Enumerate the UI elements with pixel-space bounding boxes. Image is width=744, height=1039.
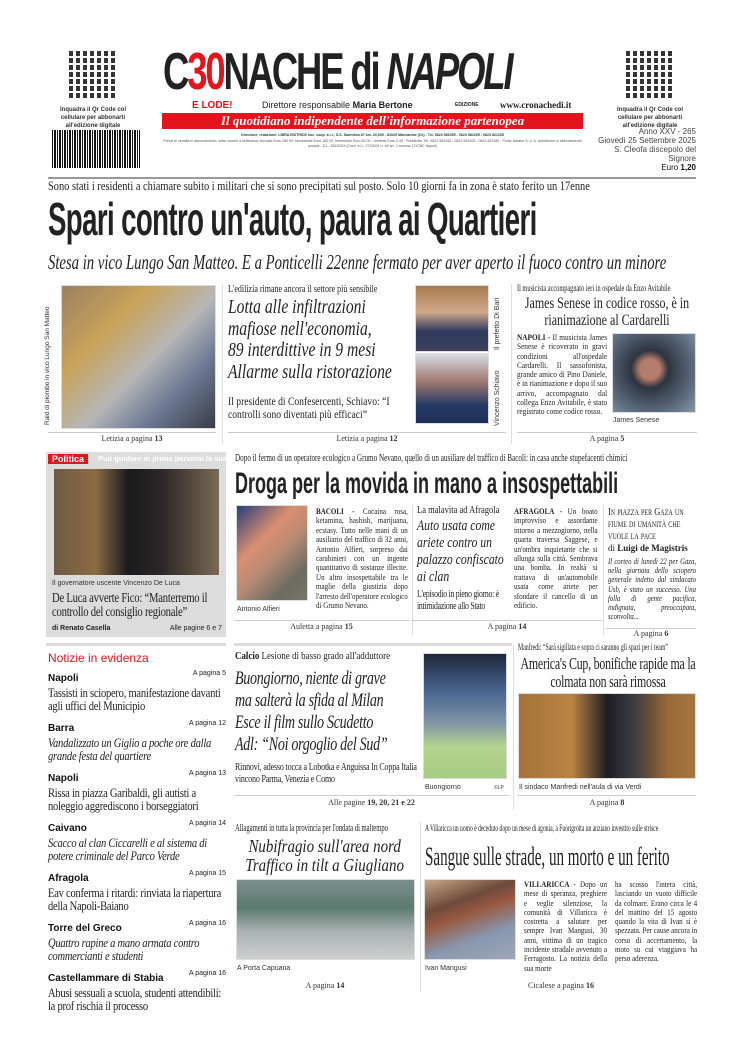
lead-kicker: Sono stati i residenti a chiamare subito i militari che si sono precipitati sul posto. Solo 10 giorni fa in zona è stato ferito un 17enne (48, 178, 590, 193)
notizia-title: Eav conferma i ritardi: rinviata la riapertura della Napoli-Baiano (48, 885, 222, 913)
director-line: Direttore responsabile Maria Bertone (262, 100, 413, 110)
buongiorno-caption: Buongiorno (425, 784, 461, 791)
mangusi-photo[interactable] (424, 879, 516, 960)
prefetto-caption: Il prefetto Di Bari (494, 297, 501, 350)
gaza-byline: di Luigi de Magistris (608, 543, 688, 553)
qr-caption: Inquadra il Qr Code col cellulare per abbonarti all'edizione digitale (59, 107, 126, 129)
senese-photo[interactable] (612, 333, 696, 413)
qr-caption: Inquadra il Qr Code col cellulare per abbonarti all'edizione digitale (616, 107, 683, 129)
americas-ref[interactable]: A pagina 8 (589, 798, 625, 807)
gaza-body: Il corteo di lunedì 22 per Gaza, nella giornata dello sciopero generale indetto dal sindacato Usb, è stato un successo. Una folla di gente pacifica, indignata, preoccupata, sconvolta... (608, 557, 696, 622)
mangusi-caption: Ivan Mangusi (425, 965, 467, 972)
sangue-body-col1: VILLARICCA - Dopo un mese di speranza, preghiere e veglie silenziose, la comunità di Villaricca è costretta a salutare per sempre Ivan Mangusi, 30 anni, vittima di un tragico incidente stradale avvenuto a Ferragosto. La notizia della sua morte (524, 879, 608, 973)
afragola-kicker: La malavita ad Afragola (417, 505, 500, 516)
americas-headline[interactable]: America's Cup, bonifiche rapide ma la colmata non sarà rimossa (520, 654, 696, 691)
notizia-title: Abusi sessuali a scuola, studenti attendibili: la prof rischia il processo (48, 985, 222, 1013)
notizia-title: Scacco al clan Ciccarelli e al sistema di potere criminale del Parco Verde (48, 835, 207, 863)
notizie-list (48, 668, 226, 1018)
gaza-column (608, 506, 698, 621)
senese-body: NAPOLI - Il musicista James Senese è ricoverato in gravi condizioni all'ospedale Cardarelli. Il sassofonista, grande amico di Pino Daniele, è in rianimazione e dopo il suo arrivo, accompagnato dal collega Enzo Avitabile, è stato registrato come codice rosso. (517, 332, 608, 417)
afragola-ref[interactable]: A pagina 14 (487, 622, 527, 631)
mafia-subhead: Il presidente di Confesercenti, Schiavo: “I controlli sono diventati più efficaci” (228, 394, 390, 421)
lead-subhead: Stesa in vico Lungo San Matteo. E a Ponticelli 22enne fermato per aver aperto il fuoco contro un minore (48, 250, 667, 274)
notizia-title: Rissa in piazza Garibaldi, gli autisti a noleggio aggrediscono i borseggiatori (48, 785, 199, 813)
alfieri-caption: Antonio Alfieri (237, 606, 280, 613)
notizie-title: Notizie in evidenza (48, 651, 149, 665)
notizia-place: Castellammare di Stabia (48, 973, 164, 984)
notizia-place: Torre del Greco (48, 923, 122, 934)
notizia-page: A pagina 15 (189, 870, 226, 877)
notizia-page: A pagina 12 (189, 720, 226, 727)
notizia-item[interactable] (48, 768, 226, 812)
politica-byline: di Renato Casella (52, 625, 111, 632)
droga-kicker: Dopo il fermo di un operatore ecologico a Grumo Nevano, quello di un ausiliare del traffico di Bacoli: in casa anche stupefacenti chimici (235, 452, 628, 464)
buongiorno-photo[interactable] (423, 653, 507, 779)
lead-photo[interactable] (61, 285, 216, 429)
notizia-page: A pagina 5 (192, 670, 226, 677)
politica-headline[interactable]: De Luca avverte Fico: “Manterremo il controllo del consiglio regionale” (52, 590, 208, 619)
notizia-item[interactable] (48, 818, 226, 862)
barcode (52, 130, 140, 168)
notizia-item[interactable] (48, 918, 226, 962)
afragola-headline[interactable]: Auto usata come ariete contro un palazzo confiscato ai clan (417, 518, 504, 585)
notizia-place: Barra (48, 723, 75, 734)
masthead-banner: Il quotidiano indipendente dell'informazione partenopea (162, 113, 583, 129)
qr-code-right[interactable] (605, 50, 695, 130)
notizia-title: Quattro rapine a mano armata contro commercianti e studenti (48, 935, 200, 963)
manfredi-caption: Il sindaco Manfredi nell'aula di via Verdi (519, 784, 642, 791)
notizia-place: Caivano (48, 823, 87, 834)
logo: C30NACHE di NAPOLI (163, 43, 512, 101)
droga-body: BACOLI - Cocaina rosa, ketamina, hashish, marijuana, ecstasy. Tutto nelle mani di un ausiliario del traffico di 32 anni, Antonio Alfieri, sorpreso dai carabinieri con un ingente quantitativo di sostanze illecite. Un altro insospettabile tra le maglie della giustizia dopo l'arresto dell'operatore ecologico di Grumo Nevano. (316, 506, 408, 611)
politica-ref[interactable]: Alle pagine 6 e 7 (169, 625, 222, 632)
gaza-ref[interactable]: A pagina 6 (633, 629, 669, 638)
sangue-body-col2: ha scosso l'intera città, lasciando un vuoto difficile da colmare. Erano circa le 4 del mattino del 15 agosto quando la vita di Ivan si è spezzata. Per cause ancora in corso di accertamento, la moto su cui viaggiava ha perso aderenza. (615, 879, 698, 964)
senese-headline[interactable]: James Senese in codice rosso, è in rianimazione al Cardarelli (524, 295, 690, 329)
afragola-body: AFRAGOLA - Un boato improvviso e assordante intorno a mezzogiorno, nella quarta traversa Saggese, e un'ombra inquietante che si allunga sulla città. Sembrava una bomba. In realtà si trattava di un'automobile usata come ariete per sfondare il cancello di un edificio. (514, 506, 598, 611)
notizia-place: Afragola (48, 873, 89, 884)
notizia-item[interactable] (48, 968, 226, 1012)
lead-photo-caption: Raid di piombo in vico Lungo San Matteo (44, 306, 51, 425)
notizia-title: Vandalizzato un Giglio a poche ore dalla grande festa del quartiere (48, 735, 212, 763)
senese-ref[interactable]: A pagina 5 (589, 434, 625, 443)
nubifragio-caption: A Porta Capuana (237, 965, 291, 972)
schiavo-caption: Vincenzo Schiavo (494, 370, 501, 426)
manfredi-photo[interactable] (518, 693, 696, 779)
notizia-item[interactable] (48, 668, 226, 712)
qr-code-icon (69, 50, 117, 98)
notizia-place: Napoli (48, 773, 79, 784)
qr-code-left[interactable] (48, 50, 138, 130)
calcio-ref[interactable]: Alle pagine 19, 20, 21 e 22 (328, 798, 415, 807)
notizia-page: A pagina 16 (189, 920, 226, 927)
notizia-item[interactable] (48, 868, 226, 912)
tagline-red: E LODE! (192, 100, 233, 111)
afragola-sub: L'episodio in pieno giorno: è intimidazione allo Stato (417, 589, 499, 612)
nubifragio-kicker: Allagamenti in tutta la provincia per l'ondata di maltempo (235, 823, 388, 834)
photo-credit: ©LP (494, 785, 504, 791)
alfieri-photo[interactable] (236, 505, 308, 601)
mafia-ref[interactable]: Letizia a pagina 12 (336, 434, 398, 443)
politica-footer (52, 625, 110, 632)
notizia-place: Napoli (48, 673, 79, 684)
notizia-item[interactable] (48, 718, 226, 762)
issue-info: Anno XXV - 265 Giovedì 25 Settembre 2025 S. Cleofa discepolo del Signore Euro 1,20 (598, 127, 696, 172)
notizia-page: A pagina 14 (189, 820, 226, 827)
imprint: Direzione, redazione: LIBRA EDITRICE soc. coop. a r.l., S.S. Sannitica 87 km. 20,600 - 81025 Marcianise (Ce) - Tel. 0823 581055 - 0823 581005 - 0823 821165 Prezzi di vendita in abbonamento: sette numeri a settimana: annuale Euro 280,00; semestrale Euro 150,00; trimestrale Euro 80,00 - Arretrati Euro 2,40 - Pubblicità: Tel. 0823 581055 - 0823 581005 - 0823 821165 - Poste Italiane S. p. A. spedizione in abbonamento postale - D.L. 353/2003 (Conv. in L. 27/02/04 n. 46 art. 1 comma 1 DCBC Napoli) (163, 133, 582, 148)
qr-code-icon (626, 50, 674, 98)
droga-headline[interactable]: Droga per la movida in mano a insospettabili (235, 467, 619, 500)
notizia-page: A pagina 16 (189, 970, 226, 977)
sangue-kicker: A Villaricca un uomo è deceduto dopo un mese di agonia, a Fuorigrotta un anziano investito sulle strisce (425, 823, 659, 833)
schiavo-photo[interactable] (415, 353, 489, 424)
senese-kicker: Il musicista accompagnato ieri in ospedale da Enzo Avitabile (517, 283, 671, 293)
mafia-kicker: L'edilizia rimane ancora il settore più sensibile (228, 284, 378, 295)
politica-tag-sub: Può guidare in prima persona la sua lista (98, 454, 245, 463)
nubifragio-ref[interactable]: A pagina 14 (305, 981, 345, 990)
calcio-headline[interactable]: Buongiorno, niente di grave ma salterà la sfida al Milan Esce il film sullo Scudetto Adl: “Noi orgoglio del Sud” (235, 668, 388, 755)
mafia-headline[interactable]: Lotta alle infiltrazioni mafiose nell'economia, 89 interdittive in 9 mesi Allarme sulla ristorazione (228, 296, 392, 383)
lead-ref[interactable]: Letizia a pagina 13 (101, 434, 163, 443)
nubifragio-photo[interactable] (236, 879, 415, 960)
edition-label: EDIZIONE (455, 102, 479, 108)
deluca-caption: Il governatore uscente Vincenzo De Luca (52, 580, 180, 587)
sangue-ref[interactable]: Cicalese a pagina 16 (528, 981, 594, 990)
notizia-page: A pagina 13 (189, 770, 226, 777)
lead-headline[interactable]: Spari contro un'auto, paura ai Quartieri (48, 193, 537, 245)
website-link[interactable]: www.cronachedi.it (500, 100, 572, 110)
deluca-photo[interactable] (53, 468, 220, 576)
politica-tag: Politica (48, 454, 88, 464)
notizia-title: Tassisti in sciopero, manifestazione davanti agli uffici del Municipio (48, 685, 221, 713)
gaza-headline[interactable]: In piazza per Gaza un fiume di umanità che vuole la pace (608, 506, 684, 542)
sangue-headline[interactable]: Sangue sulle strade, un morto e un ferito (425, 842, 670, 871)
prefetto-photo[interactable] (415, 285, 489, 352)
droga-ref[interactable]: Auletta a pagina 15 (290, 622, 353, 631)
americas-kicker: Manfredi: “Sarà sigillata e sopra ci saranno gli spazi per i team” (518, 642, 668, 652)
senese-caption: James Senese (613, 417, 660, 424)
calcio-kicker: Calcio Lesione di basso grado all'adduttore (235, 651, 391, 662)
calcio-sub: Rinnovi, adesso tocca a Lobotka e Anguissa In Coppa Italia vincono Parma, Venezia e Como (235, 762, 417, 785)
nubifragio-headline[interactable]: Nubifragio sull'area nord Traffico in tilt a Giugliano (245, 836, 404, 875)
